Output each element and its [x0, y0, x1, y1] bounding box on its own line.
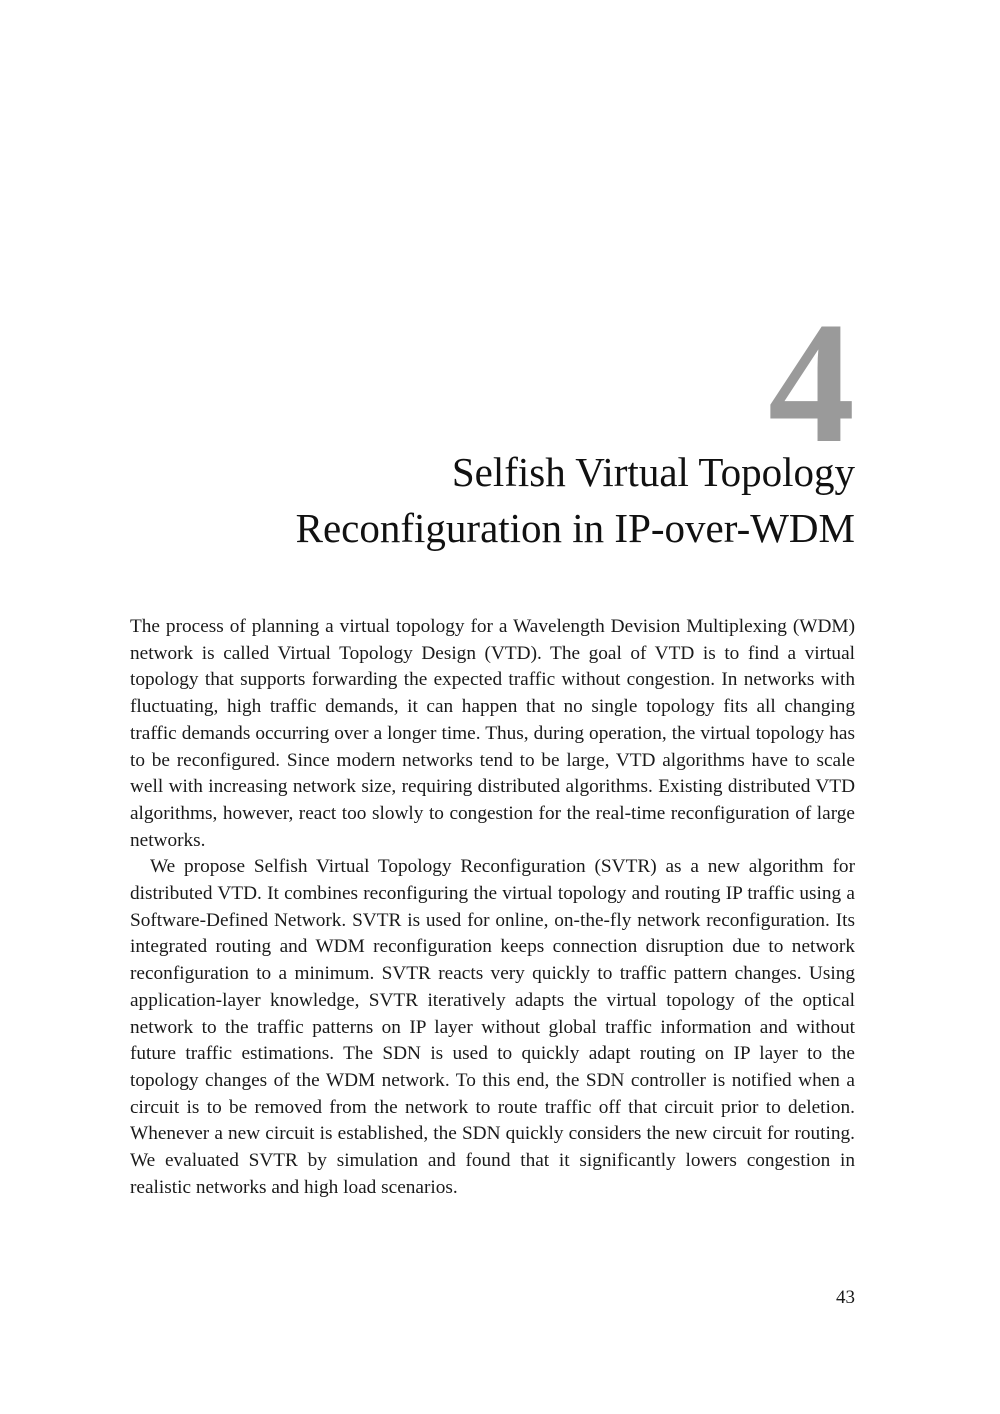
chapter-title-line-1: Selfish Virtual Topology: [451, 449, 855, 495]
chapter-title: [95, 444, 855, 556]
paragraph: We propose Selfish Virtual Topology Reconfiguration (SVTR) as a new algorithm for distributed VTD. It combines reconfiguring the virtual topology and routing IP traffic using a Software-Defined Network. SVTR is used for online, on-the-fly network reconfiguration. Its integrated routing and WDM reconfiguration keeps connection disruption due to network reconfiguration to a minimum. SVTR reacts very quickly to traffic pattern changes. Using application-layer knowledge, SVTR iteratively adapts the virtual topology of the optical network to the traffic patterns on IP layer without global traffic information and without future traffic estimations. The SDN is used to quickly adapt routing on IP layer to the topology changes of the WDM network. To this end, the SDN controller is notified when a circuit is to be removed from the network to route traffic off that circuit prior to deletion. Whenever a new circuit is established, the SDN quickly considers the new circuit for routing. We evaluated SVTR by simulation and found that it significantly lowers congestion in realistic networks and high load scenarios.: [130, 856, 855, 1198]
chapter-body: [130, 614, 855, 1201]
page-number: 43: [836, 1287, 855, 1308]
chapter-number: 4: [768, 286, 855, 479]
paragraph: The process of planning a virtual topology for a Wavelength Devision Multiplexing (WDM) network is called Virtual Topology Design (VTD). The goal of VTD is to find a virtual topology that supports forwarding the expected traffic without congestion. In networks with fluctuating, high traffic demands, it can happen that no single topology fits all changing traffic demands occurring over a longer time. Thus, during operation, the virtual topology has to be reconfigured. Since modern networks tend to be large, VTD algorithms have to scale well with increasing network size, requiring distributed algorithms. Existing distributed VTD algorithms, however, react too slowly to congestion for the real-time reconfiguration of large networks.: [130, 616, 855, 851]
chapter-title-line-2: Reconfiguration in IP-over-WDM: [295, 505, 855, 551]
